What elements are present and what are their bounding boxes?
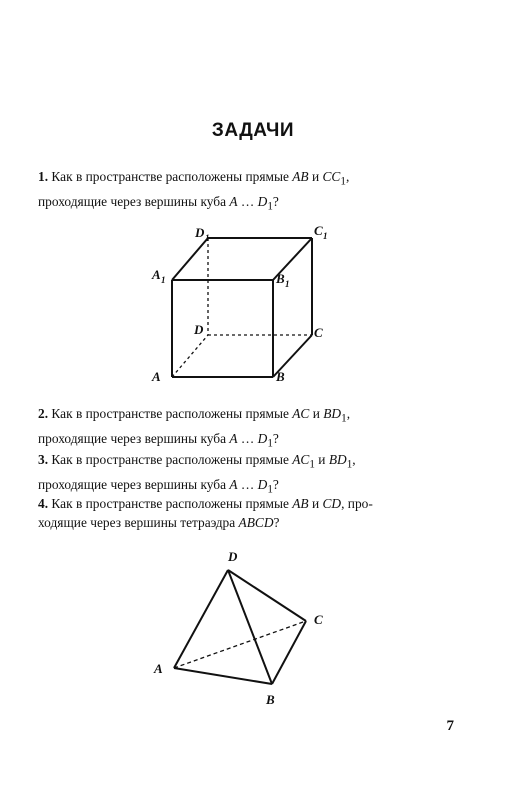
vertex-a-label: A xyxy=(154,661,163,676)
text: проходящие через вершины куба xyxy=(38,430,230,446)
subscript: 1 xyxy=(340,175,346,188)
tetrahedron-label: ABCD xyxy=(238,515,274,530)
vertex-b-label: B xyxy=(266,692,275,707)
vertex-b1-label: B xyxy=(276,271,285,286)
text: ? xyxy=(272,430,279,446)
subscript: 1 xyxy=(267,200,273,213)
text: … xyxy=(237,476,258,492)
line-label: AB xyxy=(292,496,309,511)
section-heading: ЗАДАЧИ xyxy=(211,120,295,141)
vertex-a-label: A xyxy=(152,369,161,384)
vertex-label: D xyxy=(257,476,268,492)
text: ? xyxy=(272,476,279,492)
line-label: BD xyxy=(323,406,342,421)
text: проходящие через вершины куба xyxy=(38,476,230,492)
vertex-b-label: B xyxy=(276,369,285,384)
problem-3 xyxy=(38,450,456,499)
problem-2 xyxy=(38,404,456,453)
text: и xyxy=(308,169,323,184)
line-label: AB xyxy=(292,169,309,184)
subscript: 1 xyxy=(267,483,273,496)
text: Как в пространстве расположены прямые xyxy=(51,406,293,421)
page-number: 7 xyxy=(446,718,454,734)
problem-number: 1. xyxy=(38,169,49,184)
text: и xyxy=(309,406,324,421)
text: , xyxy=(352,452,356,467)
problem-4 xyxy=(38,494,456,532)
problem-number: 2. xyxy=(38,406,49,421)
text: Как в пространстве расположены прямые xyxy=(51,496,293,511)
text: , xyxy=(346,406,351,421)
subscript: 1 xyxy=(323,231,328,241)
problem-number: 4. xyxy=(38,496,49,511)
text: , про- xyxy=(341,496,373,511)
text: Как в пространстве расположены прямые xyxy=(51,169,293,184)
text: ходящие через вершины тетраэдра xyxy=(38,515,239,530)
line-label: CC xyxy=(322,169,341,184)
text: … xyxy=(237,193,258,209)
subscript: 1 xyxy=(267,437,273,450)
text: , xyxy=(345,169,350,184)
vertex-a1-label: A xyxy=(152,267,161,282)
line-label: CD xyxy=(322,496,342,511)
line-label: BD xyxy=(328,452,347,467)
text: и xyxy=(308,496,323,511)
vertex-label: A xyxy=(229,193,238,209)
line-label: AC xyxy=(292,406,310,421)
vertex-c-label: C xyxy=(314,612,323,627)
vertex-label: D xyxy=(257,193,268,209)
tetrahedron-figure xyxy=(148,546,348,710)
vertex-c-label: C xyxy=(314,325,323,340)
vertex-c1-label: C xyxy=(314,223,323,238)
vertex-label: A xyxy=(229,476,238,492)
line-label: AC xyxy=(292,452,310,467)
text: ? xyxy=(272,193,279,209)
text: … xyxy=(237,430,258,446)
subscript: 1 xyxy=(309,458,315,471)
vertex-d-label: D xyxy=(194,322,204,337)
text: проходящие через вершины куба xyxy=(38,193,230,209)
vertex-label: A xyxy=(229,430,238,446)
problem-1 xyxy=(38,167,456,216)
text: Как в пространстве расположены прямые xyxy=(51,452,293,467)
cube-figure xyxy=(140,218,350,390)
text: ? xyxy=(273,515,280,530)
subscript: 1 xyxy=(285,279,290,289)
subscript: 1 xyxy=(205,233,210,243)
subscript: 1 xyxy=(341,412,347,425)
text: и xyxy=(314,452,329,467)
vertex-label: D xyxy=(257,430,268,446)
problem-number: 3. xyxy=(38,452,49,467)
subscript: 1 xyxy=(161,275,166,285)
vertex-d1-label: D xyxy=(195,225,205,240)
subscript: 1 xyxy=(346,458,353,471)
vertex-d-label: D xyxy=(228,549,238,564)
